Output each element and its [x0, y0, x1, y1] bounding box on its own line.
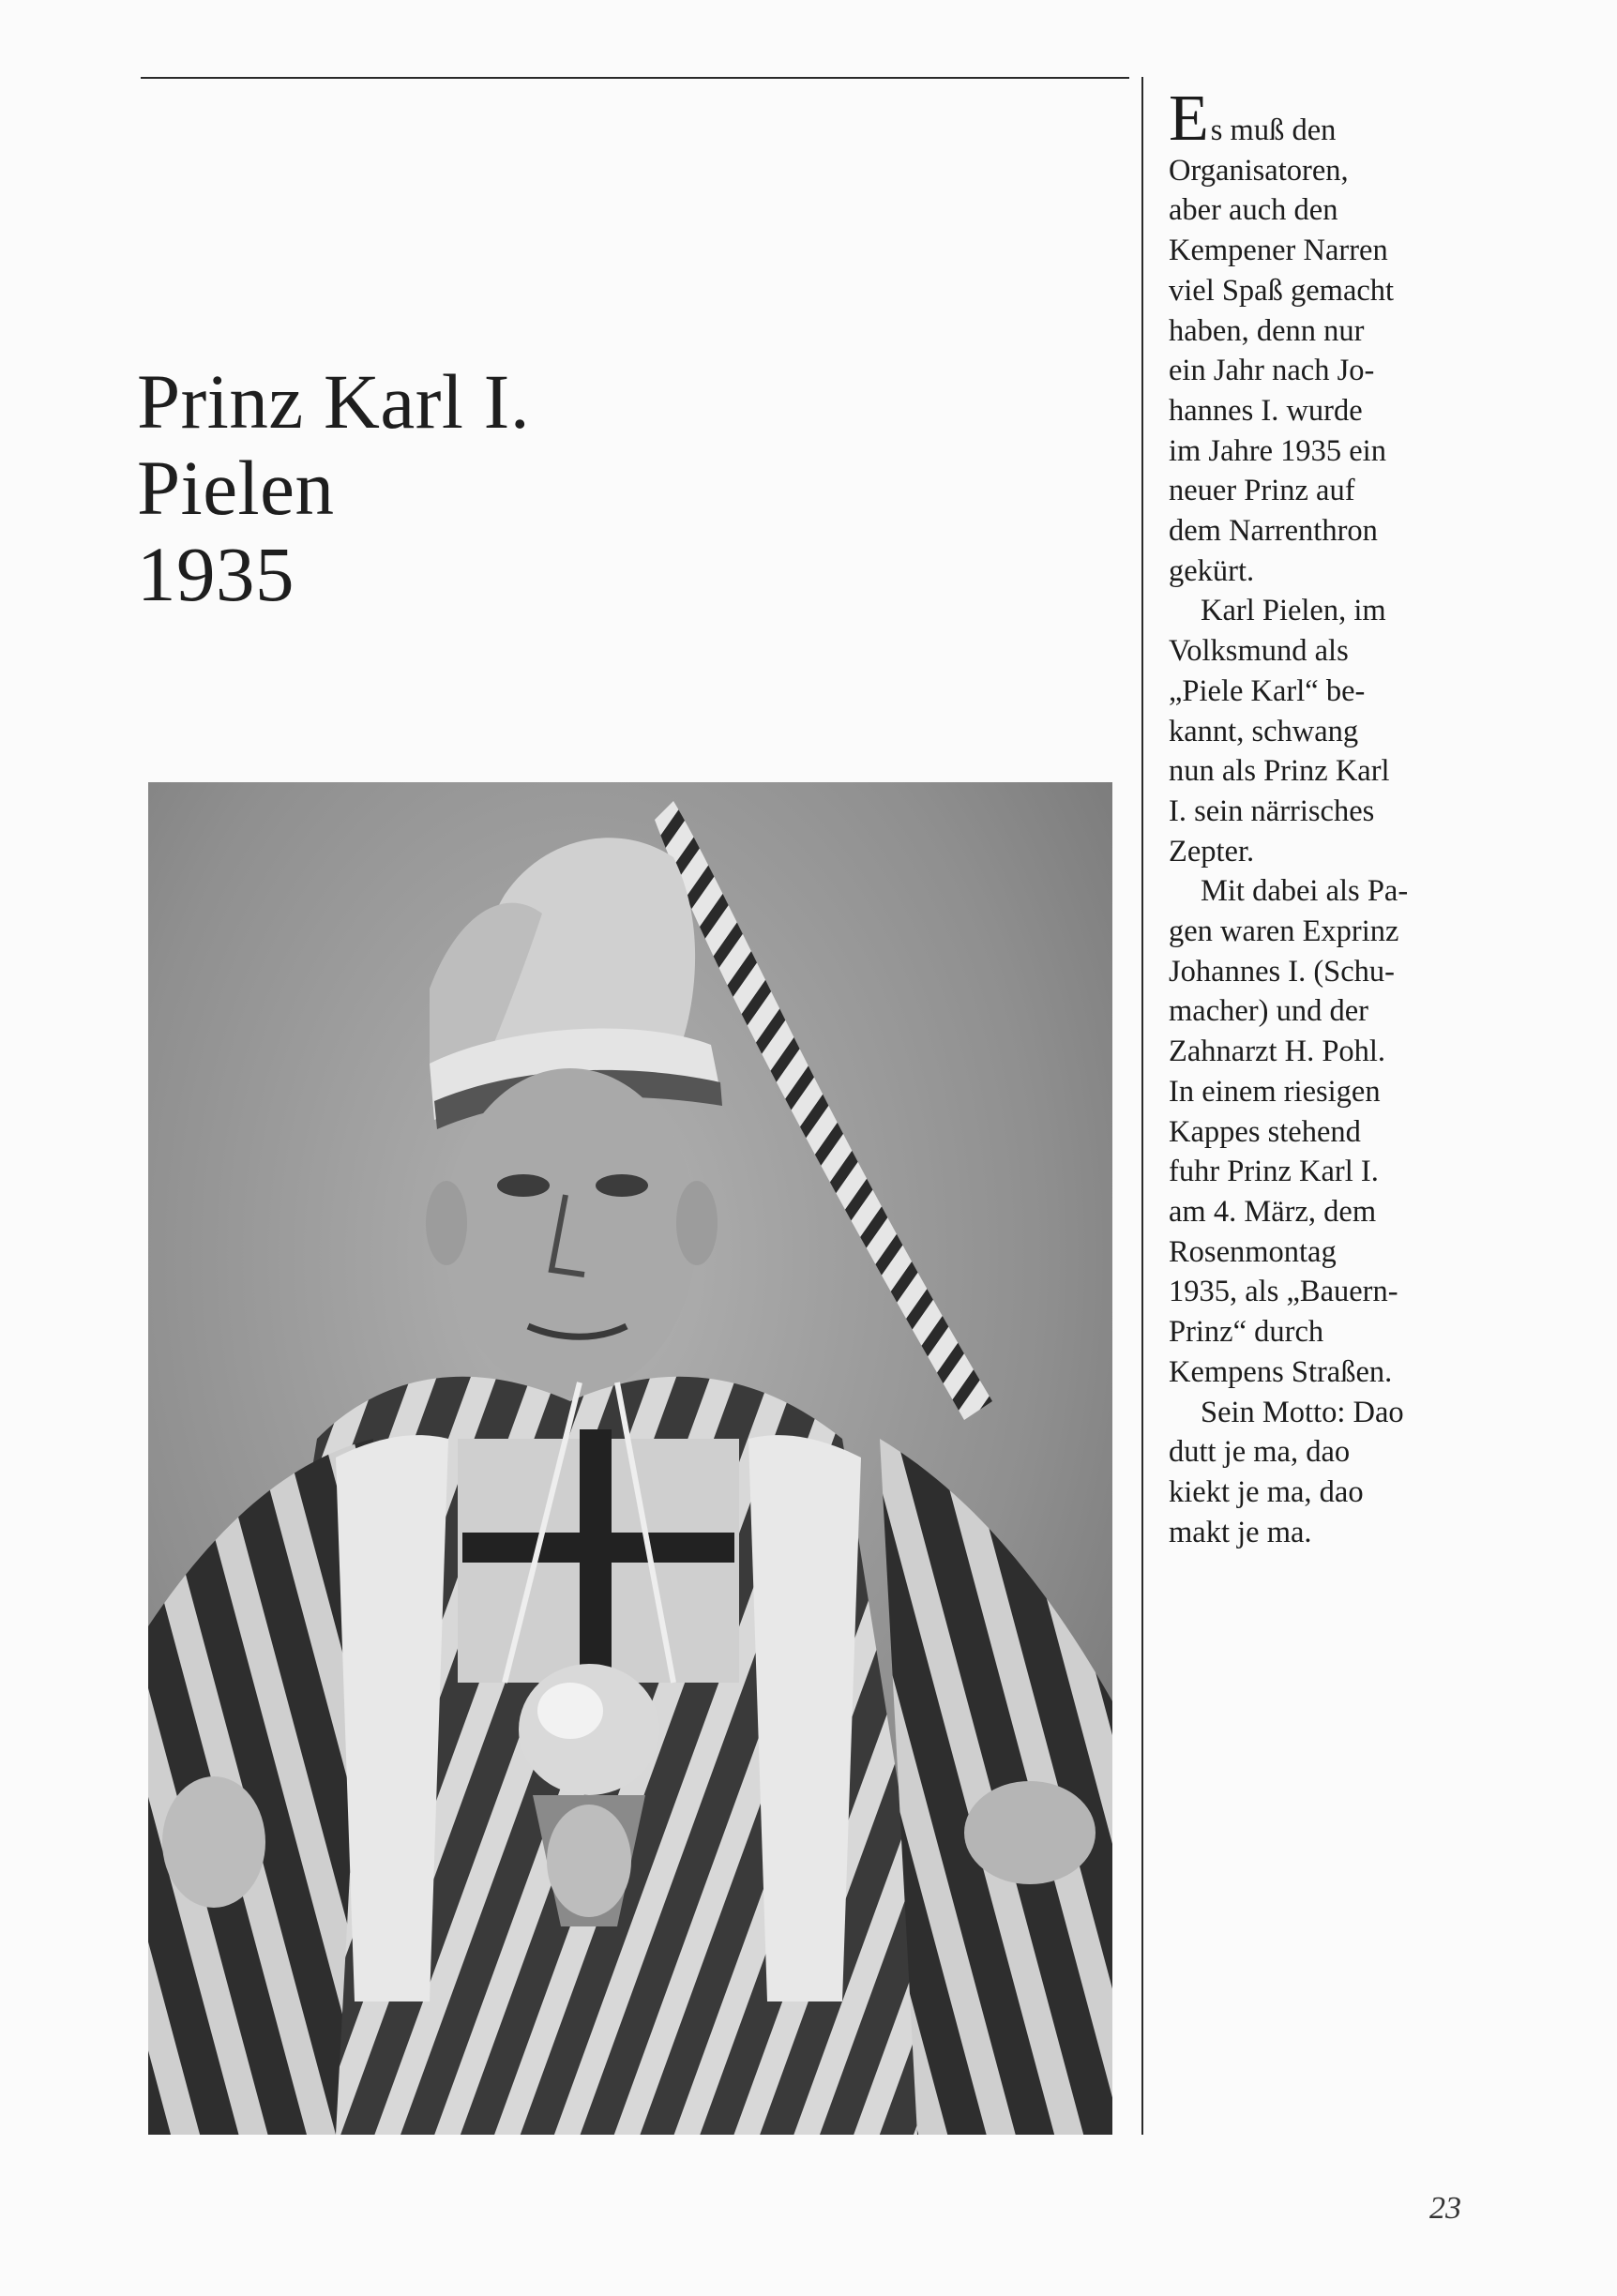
article-line: macher) und der	[1169, 994, 1368, 1029]
article-line: nun als Prinz Karl	[1169, 754, 1390, 789]
article-line: fuhr Prinz Karl I.	[1169, 1155, 1379, 1189]
article-line: im Jahre 1935 ein	[1169, 433, 1386, 468]
article-paragraph-4	[1169, 1393, 1478, 1553]
article-line: Zahnarzt H. Pohl.	[1169, 1035, 1386, 1069]
article-line: neuer Prinz auf	[1169, 474, 1355, 508]
article-line: „Piele Karl“ be-	[1169, 673, 1366, 708]
drop-cap: E	[1169, 83, 1209, 155]
article-line: I. sein närrisches	[1169, 793, 1375, 828]
article-line: makt je ma.	[1169, 1515, 1312, 1549]
article-line: aber auch den	[1169, 193, 1338, 228]
article-line: gekürt.	[1169, 553, 1255, 588]
article-paragraph-1	[1169, 83, 1478, 591]
article-line: am 4. März, dem	[1169, 1194, 1377, 1229]
article-line: Volksmund als	[1169, 634, 1349, 669]
article-line: Kempens Straßen.	[1169, 1354, 1393, 1389]
article-line: viel Spaß gemacht	[1169, 273, 1395, 308]
article-line-text: s muß den	[1210, 113, 1337, 147]
article-line: 1935, als „Bauern-	[1169, 1275, 1398, 1309]
article-line: kiekt je ma, dao	[1169, 1474, 1364, 1509]
article-line: Mit dabei als Pa-	[1201, 874, 1409, 909]
title-surname: Pielen	[137, 445, 335, 531]
article-line: Rosenmontag	[1169, 1234, 1337, 1269]
article-line: Karl Pielen, im	[1201, 594, 1386, 628]
article-line: kannt, schwang	[1169, 714, 1359, 748]
title-name: Prinz Karl I.	[137, 358, 531, 445]
article-line: Kappes stehend	[1169, 1114, 1361, 1149]
article-line: hannes I. wurde	[1169, 393, 1363, 428]
column-rule	[1141, 77, 1143, 2135]
page-number: 23	[1429, 2191, 1461, 2226]
article-line: Johannes I. (Schu-	[1169, 954, 1395, 989]
article-paragraph-3	[1169, 871, 1478, 1392]
article-line: Organisatoren,	[1169, 153, 1349, 188]
article-text	[1169, 83, 1478, 1552]
top-rule	[141, 77, 1129, 79]
article-line: dutt je ma, dao	[1169, 1435, 1351, 1470]
article-line: Kempener Narren	[1169, 234, 1388, 268]
article-line: ein Jahr nach Jo-	[1169, 354, 1375, 388]
portrait-illustration	[148, 782, 1112, 2135]
portrait-photo	[148, 782, 1112, 2135]
article-line	[1169, 83, 1478, 155]
article-line: gen waren Exprinz	[1169, 914, 1399, 949]
article-line: Sein Motto: Dao	[1201, 1395, 1404, 1429]
article-paragraph-2	[1169, 591, 1478, 871]
article-line: Prinz“ durch	[1169, 1315, 1324, 1350]
article-line: In einem riesigen	[1169, 1074, 1381, 1109]
page-title	[137, 358, 981, 617]
article-line: dem Narrenthron	[1169, 514, 1378, 549]
article-line: Zepter.	[1169, 834, 1255, 869]
article-line: haben, denn nur	[1169, 313, 1365, 348]
title-year: 1935	[137, 531, 295, 617]
